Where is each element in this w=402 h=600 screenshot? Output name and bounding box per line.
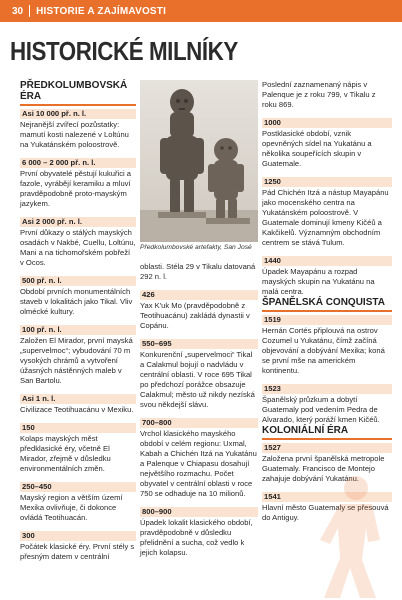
timeline-date: Asi 1 n. l. (20, 394, 136, 404)
timeline-text: Hlavní město Guatemaly se přesouvá do Antiguy. (262, 503, 389, 522)
timeline-text: Vrchol klasického mayského období v celém regionu: Uxmal, Kabah a Chichén Itzá na Yukatánu a Palenque v Chiapasu dosahují největšího rozmachu. Počet obyvatel v centrální oblasti v roce 750 se odhaduje na 10 milionů. (140, 429, 257, 498)
heading-conquista: ŠPANĚLSKÁ CONQUISTA (262, 297, 392, 312)
timeline-date: 426 (140, 290, 258, 300)
page-title: HISTORICKÉ MILNÍKY (10, 36, 238, 66)
column-3 (262, 80, 392, 523)
timeline-date: 150 (20, 423, 136, 433)
timeline-date: 1523 (262, 384, 392, 394)
timeline-date: 6 000 – 2 000 př. n. l. (20, 158, 136, 168)
timeline-date: 100 př. n. l. (20, 325, 136, 335)
heading-precolumbian: PŘEDKOLUMBOVSKÁ ÉRA (20, 80, 136, 106)
timeline-text: oblasti. Stéla 29 v Tikalu datovaná 292 n. l. (140, 262, 256, 281)
column-2 (140, 262, 258, 558)
timeline-list-3 (262, 118, 392, 297)
section-title: HISTORIE A ZAJÍMAVOSTI (36, 5, 167, 17)
artifact-photo (140, 80, 258, 242)
page-number: 30 (12, 5, 24, 17)
timeline-text: Postklasické období, vznik opevněných sídel na Yukatánu a několika soupeřících skupin v Guatemale. (262, 129, 372, 168)
timeline-text: Mayský region a větším území Mexika ovlivňuje, či dokonce ovládá Teotihuacán. (20, 493, 123, 522)
decorative-figure-icon (310, 470, 402, 600)
timeline-text: Založena první španělská metropole Guatemaly. Francisco de Montejo zahajuje dobývání Yukatánu. (262, 454, 385, 483)
timeline-text: První důkazy o stálých mayských osadách v Nakbé, Cuellu, Loltúnu, Mani a na tichomořském pobřeží v Ocos. (20, 228, 136, 267)
timeline-date: 500 př. n. l. (20, 276, 136, 286)
timeline-text: Nejranější zvířecí pozůstatky: mamutí kosti nalezené v Loltúnu na Yukatánském poloostrově. (20, 120, 129, 149)
timeline-date: 1250 (262, 177, 392, 187)
column-1 (20, 80, 136, 562)
timeline-text: Yax K'uk Mo (pravděpodobně z Teotihuacánu) zakládá dynastii v Copánu. (140, 301, 250, 330)
timeline-list-4 (262, 315, 392, 425)
timeline-date: 1440 (262, 256, 392, 266)
paragraph-intro: Poslední zaznamenaný nápis v Palenque je z roku 799, v Tikalu z roku 869. (262, 80, 376, 109)
timeline-text: Úpadek lokalit klasického období, pravděpodobně v důsledku přelidnění a sucha, což vedlo k jejich kolapsu. (140, 518, 253, 557)
timeline-list-1 (20, 109, 136, 562)
timeline-text: Civilizace Teotihuacánu v Mexiku. (20, 405, 134, 414)
page-header-bar (0, 0, 402, 22)
timeline-text: Úpadek Mayapánu a rozpad mayských skupin na Yukatánu na malá centra. (262, 267, 375, 296)
timeline-text: Hernán Cortés připlouvá na ostrov Cozumel u Yukatánu, čímž začíná objevování a dobývání Mexika; koná se první mše na americkém kontinentu. (262, 326, 385, 375)
timeline-text: Období prvních monumentálních staveb v lokalitách jako Tikal. Vliv olmécké kultury. (20, 287, 133, 316)
timeline-list-2 (140, 262, 258, 558)
timeline-text: Počátek klasické éry. První stély s přesným datem v centrální (20, 542, 135, 561)
header-divider (29, 5, 30, 17)
timeline-text: Pád Chichén Itzá a nástup Mayapánu jako mocenského centra na Yukatánském poloostrově. V Guatemale dominují kmeny Kičéů a Kakčikelů. Významným obchodním centrem se stává Tulum. (262, 188, 389, 247)
timeline-date: 250–450 (20, 482, 136, 492)
timeline-date: 300 (20, 531, 136, 541)
artifact-illustration (140, 80, 258, 242)
photo-caption: Předkolumbovské artefakty, San José (140, 244, 252, 251)
timeline-text: První obyvatelé pěstují kukuřici a fazole, vyrábějí keramiku a mluví pravděpodobně proto-mayským jazykem. (20, 169, 132, 208)
timeline-text: Založen El Mirador, první mayská „supervelmoc“; vybudování 70 m vysokých chrámů a vytvoření úžasných nástěnných maleb v San Bartolu. (20, 336, 133, 385)
timeline-text: Španělský průzkum a dobytí Guatemaly pod vedením Pedra de Alvarado, který poráží kmen Kičéů. (262, 395, 380, 424)
heading-colonial: KOLONIÁLNÍ ÉRA (262, 425, 392, 440)
timeline-date: Asi 10 000 př. n. l. (20, 109, 136, 119)
timeline-date: Asi 2 000 př. n. l. (20, 217, 136, 227)
timeline-date: 700–800 (140, 418, 258, 428)
timeline-date: 1541 (262, 492, 392, 502)
timeline-date: 1519 (262, 315, 392, 325)
timeline-text: Kolaps mayských měst předklasické éry, včetně El Mirador, zřejmě v důsledku environmentálních změn. (20, 434, 111, 473)
timeline-date: 550–695 (140, 339, 258, 349)
timeline-date: 800–900 (140, 507, 258, 517)
timeline-text: Konkurenční „supervelmoci“ Tikal a Calakmul bojují o nadvládu v centrální oblasti. V roce 695 Tikal po předchozí porážce obsazuje Calakmul; město už nikdy nezíská svou někdejší slávu. (140, 350, 255, 409)
timeline-date: 1000 (262, 118, 392, 128)
timeline-date: 1527 (262, 443, 392, 453)
